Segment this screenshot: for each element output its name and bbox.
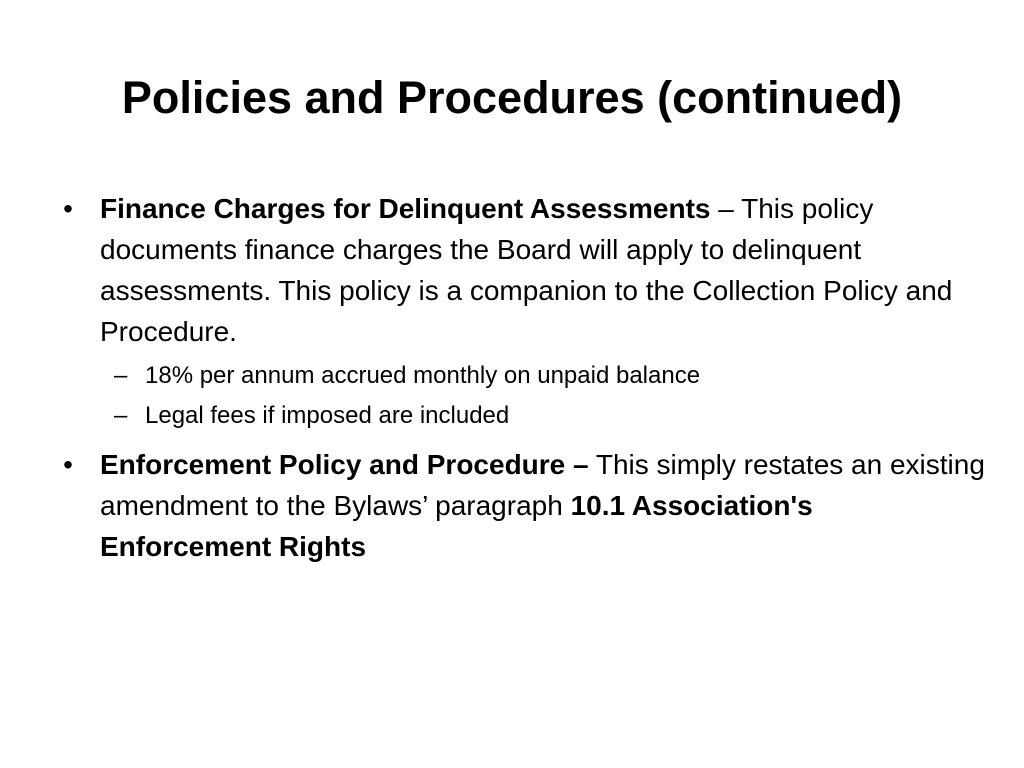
bullet-enforcement-policy bbox=[58, 444, 988, 567]
bylaws-reference: 10.1 Association's Enforcement Rights bbox=[100, 490, 813, 562]
bullet-list bbox=[58, 188, 988, 571]
bullet-marker: • bbox=[63, 449, 73, 480]
sub-bullet-marker: – bbox=[114, 362, 128, 389]
bullet-marker: • bbox=[63, 193, 73, 224]
sub-bullet-list bbox=[100, 356, 988, 436]
bullet-heading: Finance Charges for Delinquent Assessments bbox=[100, 193, 711, 224]
sub-bullet-legal-fees bbox=[100, 396, 988, 436]
sub-bullet-marker: – bbox=[114, 402, 128, 429]
bullet-heading: Enforcement Policy and Procedure – bbox=[100, 449, 589, 480]
sub-bullet-interest-rate bbox=[100, 356, 988, 396]
bullet-separator: – bbox=[710, 193, 742, 224]
slide-title: Policies and Procedures (continued) bbox=[121, 72, 903, 123]
bullet-text: This policy documents finance charges the Board will apply to delinquent assessments. This policy is a companion to the Collection Policy and Procedure. bbox=[100, 193, 953, 347]
bullet-finance-charges bbox=[58, 188, 988, 436]
sub-bullet-text: Legal fees if imposed are included bbox=[145, 402, 510, 429]
bullet-text: This simply restates an existing amendment to the Bylaws’ paragraph bbox=[100, 449, 985, 521]
sub-bullet-text: 18% per annum accrued monthly on unpaid balance bbox=[145, 362, 701, 389]
